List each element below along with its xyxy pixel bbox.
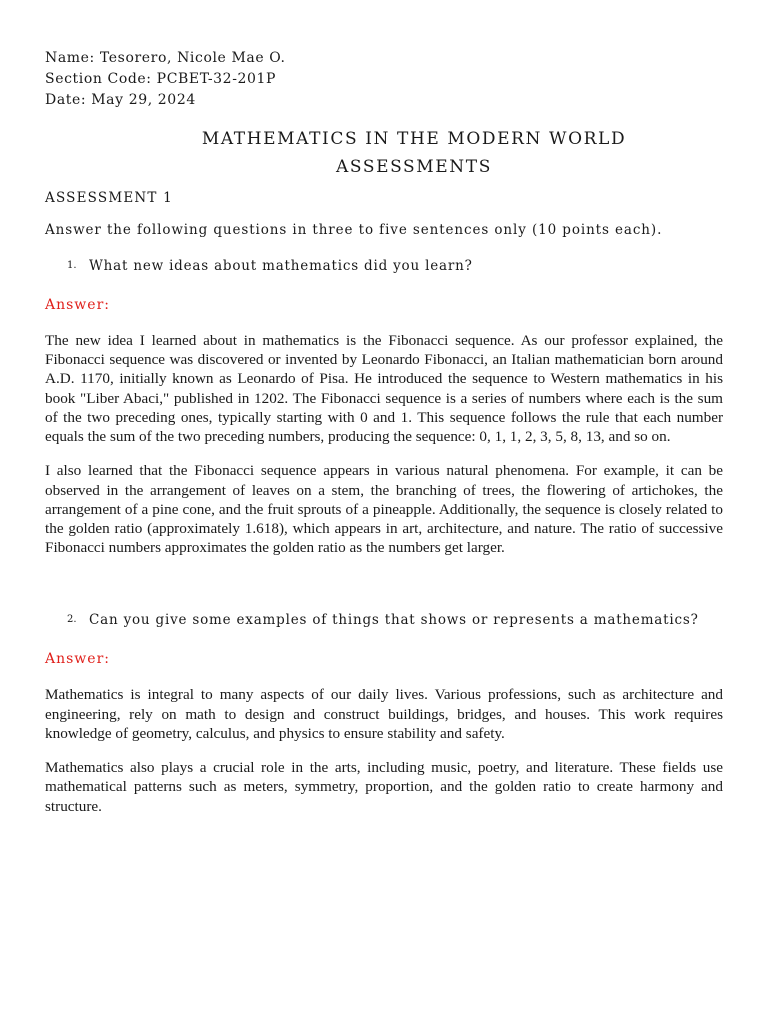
answer-label: Answer: <box>45 651 110 668</box>
question-number: 1. <box>67 260 77 271</box>
assessment-heading: ASSESSMENT 1 <box>45 190 173 206</box>
document-page <box>45 48 723 831</box>
submission-date: Date: May 29, 2024 <box>45 92 196 108</box>
answer-label: Answer: <box>45 297 110 313</box>
instructions: Answer the following questions in three to five sentences only (10 points each). <box>45 222 663 238</box>
answer-paragraph: I also learned that the Fibonacci sequence appears in various natural phenomena. For example, it can be observed in the arrangement of leaves on a stem, the branching of trees, the flowering of artichokes, the arrangement of a pine cone, and the fruit sprouts of a pineapple. Additionally, the sequence is closely related to the golden ratio (approximately 1.618), which appears in art, architecture, and nature. The ratio of successive Fibonacci numbers approximates the golden ratio as the numbers get larger. <box>45 462 723 557</box>
question-1 <box>45 256 723 276</box>
question-2 <box>45 610 723 630</box>
question-number: 2. <box>67 614 77 626</box>
document-title <box>45 125 723 181</box>
student-name: Name: Tesorero, Nicole Mae O. <box>45 50 286 66</box>
answer-paragraph: Mathematics also plays a crucial role in the arts, including music, poetry, and literature. These fields use mathematical patterns such as meters, symmetry, proportion, and the golden ratio to create harmony and structure. <box>45 759 723 815</box>
question-text: Can you give some examples of things that shows or represents a mathematics? <box>89 612 699 629</box>
title-line-1: MATHEMATICS IN THE MODERN WORLD <box>201 129 627 149</box>
answer-paragraph: The new idea I learned about in mathematics is the Fibonacci sequence. As our professor explained, the Fibonacci sequence was discovered or invented by Leonardo Fibonacci, an Italian mathematician born around A.D. 1170, initially known as Leonardo of Pisa. He introduced the sequence to Western mathematics in his book "Liber Abaci," published in 1202. The Fibonacci sequence is a series of numbers where each is the sum of the two preceding ones, typically starting with 0 and 1. This sequence follows the rule that each number equals the sum of the two preceding numbers, producing the sequence: 0, 1, 1, 2, 3, 5, 8, 13, and so on. <box>45 332 723 446</box>
title-line-2: ASSESSMENTS <box>336 157 492 177</box>
answer-paragraph: Mathematics is integral to many aspects of our daily lives. Various professions, such as architecture and engineering, rely on math to design and construct buildings, bridges, and houses. This work requires knowledge of geometry, calculus, and physics to ensure stability and safety. <box>45 686 723 742</box>
question-text: What new ideas about mathematics did you learn? <box>89 258 473 274</box>
section-code: Section Code: PCBET-32-201P <box>45 71 277 87</box>
